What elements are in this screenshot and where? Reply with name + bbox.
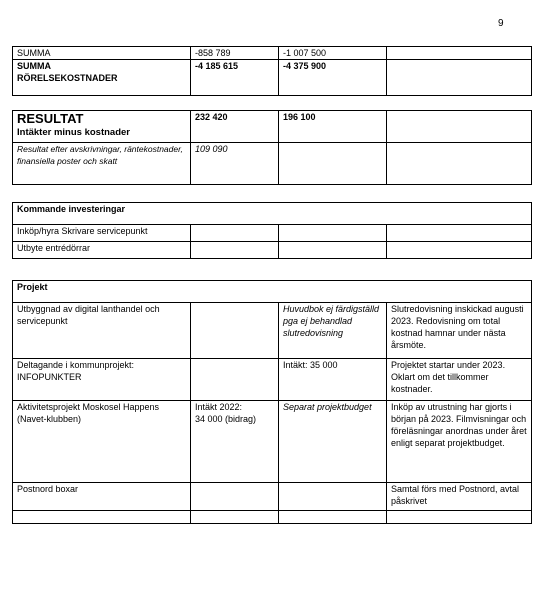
summa-2023: -1 007 500 [279,47,387,60]
summa-rorelse-row [13,60,532,96]
investment-row [13,225,532,242]
investment-spacer-row [13,259,532,273]
summa-rorelse-note [387,60,532,96]
result-subtitle: Intäkter minus kostnader [17,127,130,138]
project-row [13,401,532,483]
summa-rorelse-2022: -4 185 615 [191,60,279,96]
investment-label: Inköp/hyra Skrivare servicepunkt [13,225,191,242]
project-col4: Slutredovisning inskickad augusti 2023. Redovisning om total kostnad hamnar under nästa årsmöte. [387,303,532,359]
investment-cell [279,242,387,259]
result-row [13,111,532,143]
summa-rorelse-2023: -4 375 900 [279,60,387,96]
empty-cell [279,511,387,524]
investment-row [13,242,532,259]
project-row-empty [13,511,532,524]
summa-label: SUMMA [13,47,191,60]
project-row [13,483,532,511]
projects-table [12,280,532,524]
project-name: Postnord boxar [13,483,191,511]
project-name: Deltagande i kommunprojekt: INFOPUNKTER [13,359,191,401]
project-col4: Projektet startar under 2023. Oklart om det tillkommer kostnader. [387,359,532,401]
result-after-label: Resultat efter avskrivningar, räntekostnader, finansiella poster och skatt [13,143,191,185]
investment-cell [191,225,279,242]
summary-table [12,46,532,96]
result-label-cell [13,111,191,143]
result-after-row [13,143,532,185]
projects-heading: Projekt [13,281,532,303]
result-table [12,110,532,185]
project-row [13,359,532,401]
investment-label: Utbyte entrédörrar [13,242,191,259]
result-2022: 232 420 [191,111,279,143]
project-col3: Intäkt: 35 000 [279,359,387,401]
result-note [387,111,532,143]
empty-cell [387,511,532,524]
spacer-cell [387,259,532,273]
investment-cell [191,242,279,259]
result-title: RESULTAT [17,111,84,126]
page-number: 9 [498,18,504,29]
spacer-cell [279,259,387,273]
summa-rorelse-label: SUMMA RÖRELSEKOSTNADER [13,60,191,96]
project-col4: Samtal förs med Postnord, avtal påskrivet [387,483,532,511]
result-after-value: 109 090 [191,143,279,185]
project-col4: Inköp av utrustning har gjorts i början på 2023. Filmvisningar och föreläsningar anordnas under året enligt separat projektbudget. [387,401,532,483]
investment-cell [279,225,387,242]
investments-heading: Kommande investeringar [13,203,532,225]
empty-cell [191,511,279,524]
summa-2022: -858 789 [191,47,279,60]
empty-cell [13,511,191,524]
project-col2 [191,359,279,401]
project-row [13,303,532,359]
project-col2 [191,483,279,511]
investments-heading-row [13,203,532,225]
project-name: Aktivitetsprojekt Moskosel Happens (Navet-klubben) [13,401,191,483]
result-2023: 196 100 [279,111,387,143]
project-col3: Separat projektbudget [279,401,387,483]
spacer-cell [191,259,279,273]
investment-cell [387,242,532,259]
project-col3: Huvudbok ej färdigställd pga ej behandlad slutredovisning [279,303,387,359]
project-col2: Intäkt 2022: 34 000 (bidrag) [191,401,279,483]
project-name: Utbyggnad av digital lanthandel och servicepunkt [13,303,191,359]
spacer-cell [13,259,191,273]
summa-note [387,47,532,60]
investments-table [12,202,532,273]
result-after-empty-1 [279,143,387,185]
investment-cell [387,225,532,242]
projects-heading-row [13,281,532,303]
summa-row [13,47,532,60]
project-col3 [279,483,387,511]
result-after-empty-2 [387,143,532,185]
project-col2 [191,303,279,359]
